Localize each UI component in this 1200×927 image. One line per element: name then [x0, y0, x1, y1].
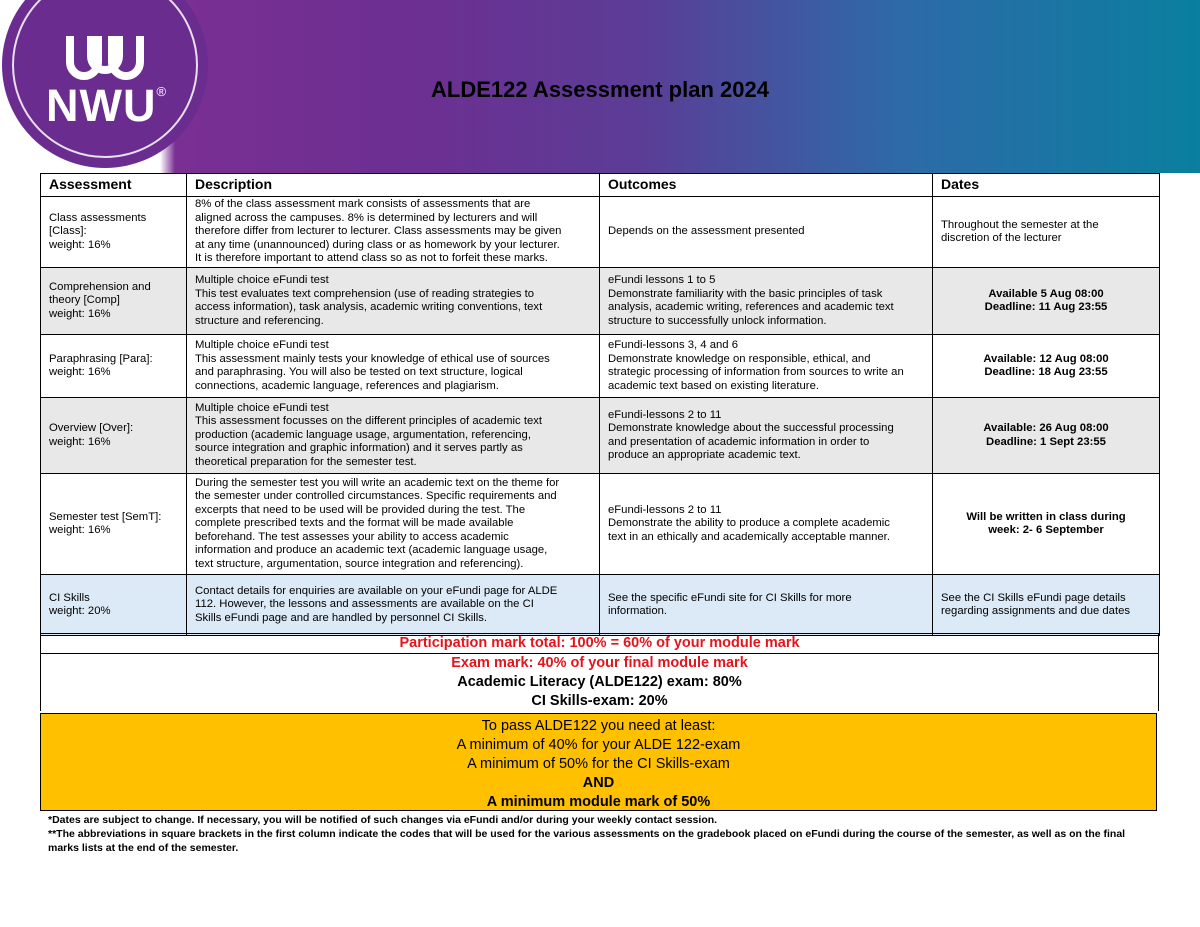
pass-requirements	[40, 713, 1157, 811]
assessment-cell: Comprehension and theory [Comp] weight: 16%	[41, 268, 187, 335]
footnotes	[48, 813, 1138, 855]
description-cell: Multiple choice eFundi test This assessment focusses on the different principles of academic text production (academic language usage, argumentation, referencing, source integration and graphic information) and it serves partly as theoretical preparation for the semester test.	[187, 398, 600, 474]
table-row	[41, 474, 1160, 575]
page-title: ALDE122 Assessment plan 2024	[431, 77, 769, 102]
outcomes-cell: See the specific eFundi site for CI Skills for more information.	[600, 575, 933, 636]
description-cell: Contact details for enquiries are available on your eFundi page for ALDE 112. However, the lessons and assessments are available on the CI Skills eFundi page and are handled by personnel CI Skills.	[187, 575, 600, 636]
assessment-cell: Class assessments [Class]: weight: 16%	[41, 197, 187, 268]
outcomes-cell: eFundi-lessons 2 to 11 Demonstrate knowledge about the successful processing and presentation of academic information in order to produce an appropriate academic text.	[600, 398, 933, 474]
pass-requirement-alde: A minimum of 40% for your ALDE 122-exam	[456, 737, 741, 753]
assessment-cell: Semester test [SemT]: weight: 16%	[41, 474, 187, 575]
table-row	[41, 197, 1160, 268]
description-cell: 8% of the class assessment mark consists of assessments that are aligned across the campuses. 8% is determined by lecturers and will therefore differ from lecturer to lecturer. Class assessments may be given at any time (unannounced) during class or as homework by your lecturer. It is therefore important to attend class so as not to forfeit these marks.	[187, 197, 600, 268]
header-outcomes: Outcomes	[600, 174, 933, 197]
footnote-abbreviations: **The abbreviations in square brackets in the first column indicate the codes that will be used for the various assessments on the gradebook placed on eFundi during the course of the semester, as well as on the final marks lists at the end of the semester.	[48, 828, 1126, 854]
mark-summary	[40, 633, 1159, 711]
logo-text: NWU®	[46, 80, 168, 131]
assessment-cell: CI Skills weight: 20%	[41, 575, 187, 636]
header-dates: Dates	[933, 174, 1160, 197]
participation-total: Participation mark total: 100% = 60% of your module mark	[399, 635, 800, 651]
header-description: Description	[187, 174, 600, 197]
pass-requirement-ci: A minimum of 50% for the CI Skills-exam	[467, 756, 730, 772]
outcomes-cell: eFundi lessons 1 to 5 Demonstrate familiarity with the basic principles of task analysis, academic writing, references and academic text structure to successfully unlock information.	[600, 268, 933, 335]
description-cell: Multiple choice eFundi test This test evaluates text comprehension (use of reading strategies to access information), task analysis, academic writing conventions, text structure and referencing.	[187, 268, 600, 335]
pass-requirement-module: A minimum module mark of 50%	[486, 794, 711, 810]
header-assessment: Assessment	[41, 174, 187, 197]
table-row	[41, 398, 1160, 474]
dates-cell: Available: 12 Aug 08:00 Deadline: 18 Aug 23:55	[933, 335, 1160, 398]
pass-intro: To pass ALDE122 you need at least:	[481, 718, 716, 734]
assessment-cell: Overview [Over]: weight: 16%	[41, 398, 187, 474]
dates-cell: Available: 26 Aug 08:00 Deadline: 1 Sept 23:55	[933, 398, 1160, 474]
dates-cell: Available 5 Aug 08:00 Deadline: 11 Aug 23:55	[933, 268, 1160, 335]
outcomes-cell: eFundi-lessons 2 to 11 Demonstrate the ability to produce a complete academic text in an ethically and academically acceptable manner.	[600, 474, 933, 575]
table-header-row	[41, 174, 1160, 197]
assessment-table	[40, 173, 1160, 636]
nwu-emblem-icon	[64, 32, 146, 80]
outcomes-cell: eFundi-lessons 3, 4 and 6 Demonstrate knowledge on responsible, ethical, and strategic processing of information from sources to write an academic text based on existing literature.	[600, 335, 933, 398]
exam-mark: Exam mark: 40% of your final module mark	[41, 653, 1158, 673]
footnote-dates: *Dates are subject to change. If necessary, you will be notified of such changes via eFundi and/or during your weekly contact session.	[48, 814, 718, 826]
description-cell: Multiple choice eFundi test This assessment mainly tests your knowledge of ethical use of sources and paraphrasing. You will also be tested on text structure, logical connections, academic language, references and plagiarism.	[187, 335, 600, 398]
dates-cell: See the CI Skills eFundi page details regarding assignments and due dates	[933, 575, 1160, 636]
dates-cell: Will be written in class during week: 2- 6 September	[933, 474, 1160, 575]
outcomes-cell: Depends on the assessment presented	[600, 197, 933, 268]
table-row	[41, 268, 1160, 335]
table-row	[41, 575, 1160, 636]
alde-exam-weight: Academic Literacy (ALDE122) exam: 80%	[457, 674, 742, 690]
assessment-cell: Paraphrasing [Para]: weight: 16%	[41, 335, 187, 398]
table-row	[41, 335, 1160, 398]
pass-and: AND	[582, 775, 615, 791]
dates-cell: Throughout the semester at the discretion of the lecturer	[933, 197, 1160, 268]
ci-exam-weight: CI Skills-exam: 20%	[531, 693, 668, 709]
description-cell: During the semester test you will write an academic text on the theme for the semester under controlled circumstances. Specific requirements and excerpts that need to be used will be provided during the test. The complete prescribed texts and the format will be made available beforehand. The test assesses your ability to access academic information and produce an academic text (academic language usage, text structure, argumentation, source integration and referencing).	[187, 474, 600, 575]
